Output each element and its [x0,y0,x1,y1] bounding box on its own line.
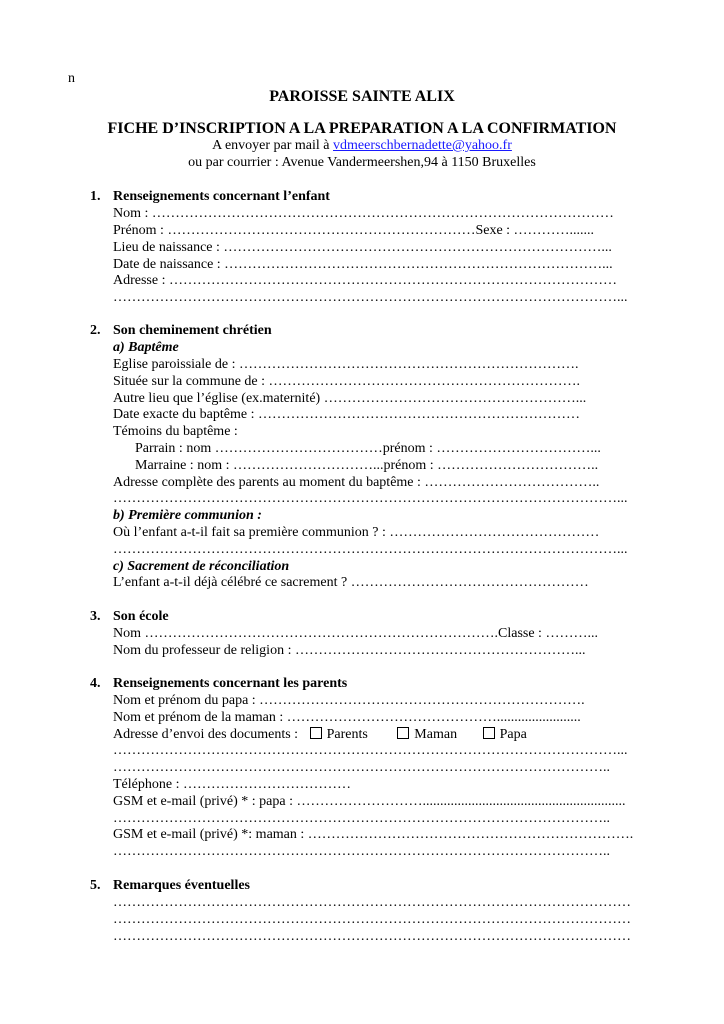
communion-subtitle: b) Première communion : [113,508,262,523]
communion-place-field[interactable]: Où l’enfant a-t-il fait sa première communion ? : ……………………………………… [113,525,600,540]
post-address: ou par courrier : Avenue Vandermeershen,94 à 1150 Bruxelles [188,155,536,170]
section-2-title: Son cheminement chrétien [113,323,272,338]
mother-name-field[interactable]: Nom et prénom de la maman : ………………………………………........................ [113,710,581,725]
papa-checkbox[interactable] [483,727,495,739]
godmother-field[interactable]: Marraine : nom : …………………………...prénom : …………………………….. [135,458,599,473]
maman-checkbox[interactable] [397,727,409,739]
school-class-field[interactable]: Nom ………………………………………………………………….Classe : ………... [113,626,598,641]
section-1-number: 1. [90,189,101,204]
mail-line [0,137,724,154]
address-field-line2[interactable]: ………………………………………………………………………………………………... [113,290,628,305]
page-mark: n [68,71,75,86]
godfather-field[interactable]: Parrain : nom ………………………………prénom : ……………………………... [135,441,601,456]
commune-field[interactable]: Située sur la commune de : …………………………………………………………. [113,374,581,389]
baptism-subtitle: a) Baptême [113,340,179,355]
papa-option-label: Papa [499,727,527,742]
father-gsm-email-field[interactable]: GSM et e-mail (privé) * : papa : ……………………….......................................................... [113,794,626,809]
mail-prefix: A envoyer par mail à [212,138,334,153]
reconciliation-field[interactable]: L’enfant a-t-il déjà célébré ce sacrement ? …………………………………………… [113,575,589,590]
religion-teacher-field[interactable]: Nom du professeur de religion : ……………………………………………………... [113,643,586,658]
section-5-number: 5. [90,878,101,893]
maman-option-label: Maman [414,727,458,742]
section-3-title: Son école [113,609,169,624]
document-address-label: Adresse d’envoi des documents : [113,727,302,742]
section-5-title: Remarques éventuelles [113,878,250,893]
remarks-line-3[interactable]: ………………………………………………………………………………………………… [113,929,631,944]
document-address-row [113,726,527,743]
document-address-line1[interactable]: ………………………………………………………………………………………………... [113,743,628,758]
section-3-number: 3. [90,609,101,624]
document-address-line2[interactable]: …………………………………………………………………………………………….. [113,760,610,775]
parish-title: PAROISSE SAINTE ALIX [269,88,455,105]
parents-address-baptism-line2[interactable]: ………………………………………………………………………………………………... [113,491,628,506]
reconciliation-subtitle: c) Sacrement de réconciliation [113,559,290,574]
parish-church-field[interactable]: Eglise paroissiale de : ………………………………………………………………. [113,357,579,372]
parents-checkbox[interactable] [310,727,322,739]
section-4-number: 4. [90,676,101,691]
form-title: FICHE D’INSCRIPTION A LA PREPARATION A LA CONFIRMATION [107,120,617,137]
section-4-title: Renseignements concernant les parents [113,676,348,691]
remarks-line-1[interactable]: ………………………………………………………………………………………………… [113,895,631,910]
section-2-number: 2. [90,323,101,338]
child-name-field[interactable]: Nom : ……………………………………………………………………………………… [113,206,614,221]
mother-gsm-email-line2[interactable]: …………………………………………………………………………………………….. [113,844,610,859]
email-link[interactable]: vdmeerschbernadette@yahoo.fr [333,138,512,153]
communion-place-line2[interactable]: ………………………………………………………………………………………………... [113,542,628,557]
father-name-field[interactable]: Nom et prénom du papa : ……………………………………………………………. [113,693,585,708]
parents-option-label: Parents [326,727,368,742]
baptism-date-field[interactable]: Date exacte du baptême : …………………………………………………………… [113,407,580,422]
birthplace-field[interactable]: Lieu de naissance : ………………………………………………………………………... [113,240,612,255]
parents-address-baptism-field[interactable]: Adresse complète des parents au moment du baptême : ……………………………….. [113,475,600,490]
section-1-title: Renseignements concernant l’enfant [113,189,330,204]
address-field[interactable]: Adresse : …………………………………………………………………………………… [113,273,617,288]
witnesses-label: Témoins du baptême : [113,424,238,439]
birthdate-field[interactable]: Date de naissance : ………………………………………………………………………... [113,257,613,272]
child-firstname-sex-field[interactable]: Prénom : …………………………………………………………Sexe : …………....... [113,223,595,238]
remarks-line-2[interactable]: ………………………………………………………………………………………………… [113,912,631,927]
other-place-field[interactable]: Autre lieu que l’église (ex.maternité) ………………………………………………... [113,391,587,406]
mother-gsm-email-field[interactable]: GSM et e-mail (privé) *: maman : ……………………………………………………………. [113,827,634,842]
father-gsm-email-line2[interactable]: …………………………………………………………………………………………….. [113,811,610,826]
telephone-field[interactable]: Téléphone : ……………………………… [113,777,351,792]
